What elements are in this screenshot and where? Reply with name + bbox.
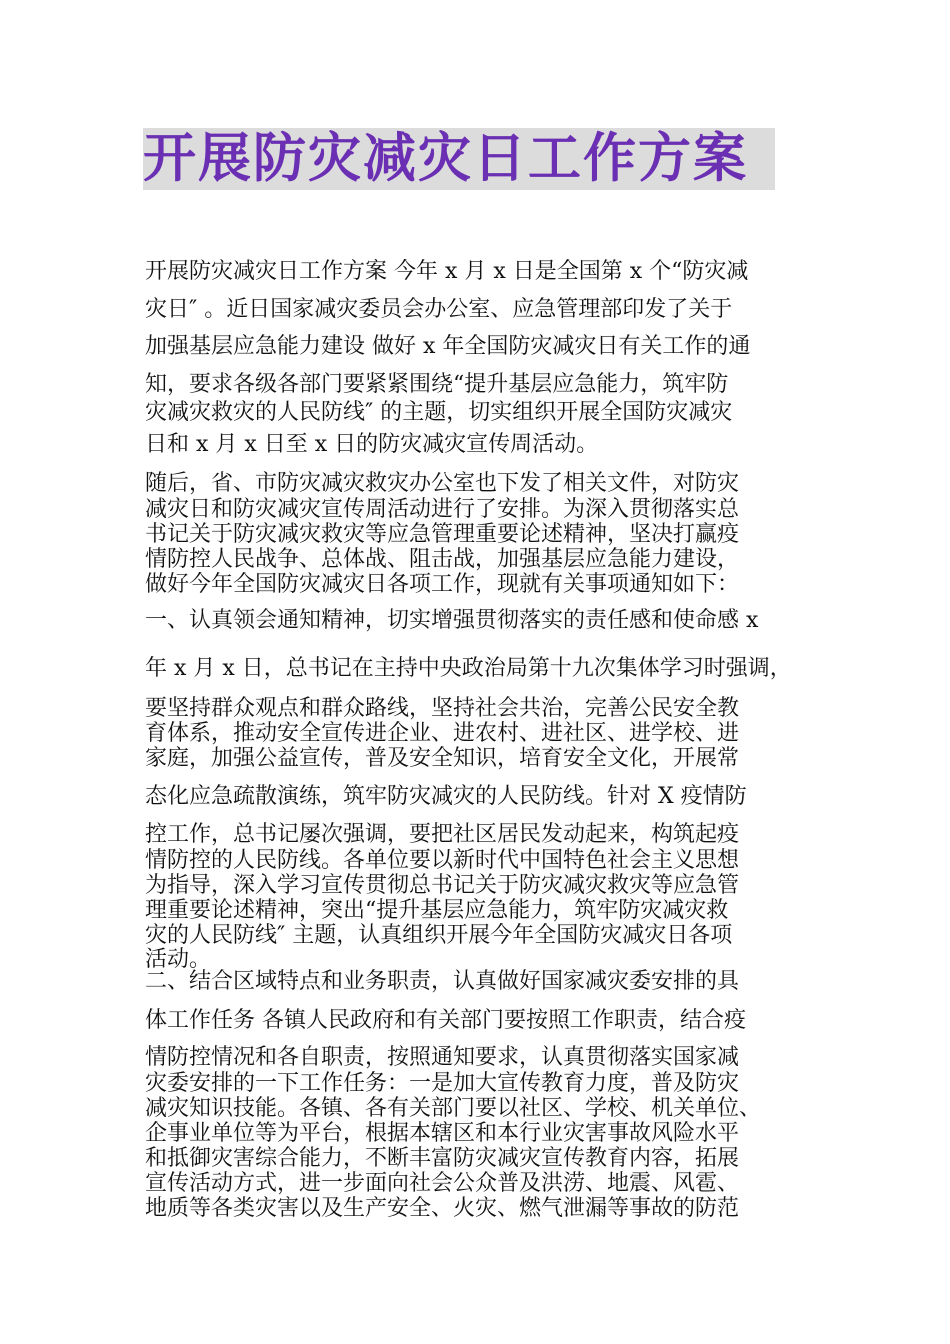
body-line: 灾的人民防线″ 主题，认真组织开展今年全国防灾减灾日各项	[145, 923, 733, 948]
body-line: 控工作，总书记屡次强调，要把社区居民发动起来，构筑起疫	[145, 822, 740, 847]
body-line: 灾减灾救灾的人民防线″ 的主题，切实组织开展全国防灾减灾	[145, 400, 733, 425]
body-line: 态化应急疏散演练，筑牢防灾减灾的人民防线。针对 X 疫情防	[145, 784, 747, 809]
body-line: 开展防灾减灾日工作方案 今年 x 月 x 日是全国第 x 个“防灾减	[145, 259, 749, 284]
body-line: 情防控的人民防线。各单位要以新时代中国特色社会主义思想	[145, 848, 740, 873]
body-line: 做好今年全国防灾减灾日各项工作，现就有关事项通知如下：	[145, 572, 740, 597]
body-line: 灾日″ 。近日国家减灾委员会办公室、应急管理部印发了关于	[145, 297, 733, 322]
section-heading: 二、结合区域特点和业务职责，认真做好国家减灾委安排的具	[145, 969, 740, 994]
body-line: 地质等各类灾害以及生产安全、火灾、燃气泄漏等事故的防范	[145, 1196, 740, 1221]
body-line: 活动。	[145, 947, 212, 972]
body-line: 体工作任务 各镇人民政府和有关部门要按照工作职责，结合疫	[145, 1008, 746, 1033]
body-line: 日和 x 月 x 日至 x 日的防灾减灾宣传周活动。	[145, 432, 599, 457]
body-line: 书记关于防灾减灾救灾等应急管理重要论述精神，坚决打赢疫	[145, 522, 740, 547]
body-line: 宣传活动方式，进一步面向社会公众普及洪涝、地震、风雹、	[145, 1171, 740, 1196]
body-line: 知，要求各级各部门要紧紧围绕“提升基层应急能力，筑牢防	[145, 372, 729, 397]
body-line: 和抵御灾害综合能力，不断丰富防灾减灾宣传教育内容，拓展	[145, 1146, 740, 1171]
body-line: 情防控情况和各自职责，按照通知要求，认真贯彻落实国家减	[145, 1045, 740, 1070]
body-line: 育体系，推动安全宣传进企业、进农村、进社区、进学校、进	[145, 721, 740, 746]
body-line: 减灾日和防灾减灾宣传周活动进行了安排。为深入贯彻落实总	[145, 497, 740, 522]
body-line: 企事业单位等为平台，根据本辖区和本行业灾害事故风险水平	[145, 1121, 740, 1146]
body-line: 灾委安排的一下工作任务：一是加大宣传教育力度，普及防灾	[145, 1071, 740, 1096]
body-line: 随后，省、市防灾减灾救灾办公室也下发了相关文件，对防灾	[145, 471, 740, 496]
body-line: 要坚持群众观点和群众路线，坚持社会共治，完善公民安全教	[145, 696, 740, 721]
document-title: 开展防灾减灾日工作方案	[143, 128, 748, 189]
body-line: 为指导，深入学习宣传贯彻总书记关于防灾减灾救灾等应急管	[145, 873, 740, 898]
body-line: 减灾知识技能。各镇、各有关部门要以社区、学校、机关单位、	[145, 1096, 762, 1121]
body-line: 家庭，加强公益宣传，普及安全知识，培育安全文化，开展常	[145, 746, 740, 771]
section-heading: 一、认真领会通知精神，切实增强贯彻落实的责任感和使命感 x	[145, 608, 759, 633]
body-line: 加强基层应急能力建设 做好 x 年全国防灾减灾日有关工作的通	[145, 334, 751, 359]
body-line: 情防控人民战争、总体战、阻击战，加强基层应急能力建设，	[145, 547, 740, 572]
title-highlight	[143, 128, 775, 190]
body-line: 年 x 月 x 日，总书记在主持中央政治局第十九次集体学习时强调，	[145, 656, 792, 681]
body-line: 理重要论述精神，突出“提升基层应急能力，筑牢防灾减灾救	[145, 898, 729, 923]
